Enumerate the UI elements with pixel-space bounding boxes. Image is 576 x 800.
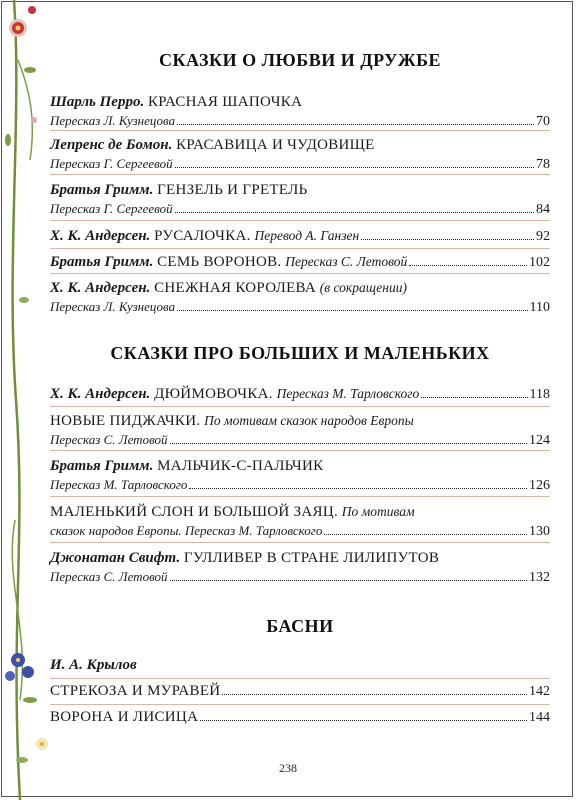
divider xyxy=(50,174,550,175)
entry-page: 70 xyxy=(536,114,550,129)
divider xyxy=(50,273,550,274)
entry-page: 130 xyxy=(529,524,550,539)
divider xyxy=(50,542,550,543)
entry-author: Джонатан Свифт. xyxy=(50,550,181,566)
entry-author: Х. К. Андерсен. xyxy=(50,228,151,244)
entry-title: ДЮЙМОВОЧКА. xyxy=(154,386,273,402)
entry-title: СТРЕКОЗА И МУРАВЕЙ xyxy=(50,683,221,699)
entry-author: Братья Гримм. xyxy=(50,182,154,198)
toc-entry[interactable] xyxy=(50,548,550,586)
entry-author: Братья Гримм. xyxy=(50,458,154,474)
entry-author: Х. К. Андерсен. xyxy=(50,280,151,296)
entry-title: ВОРОНА И ЛИСИЦА xyxy=(50,709,199,725)
entry-retelling: Пересказ Г. Сергеевой xyxy=(50,156,173,171)
entry-retelling: Пересказ М. Тарловского xyxy=(50,477,188,492)
divider xyxy=(50,450,550,451)
section-title-fables: БАСНИ xyxy=(266,616,334,636)
entry-page: 144 xyxy=(529,710,550,725)
blue-flower-icon xyxy=(5,653,34,681)
entry-title: МАЛЬЧИК-С-ПАЛЬЧИК xyxy=(157,458,324,474)
toc-entry[interactable] xyxy=(50,384,550,404)
entry-author: И. А. Крылов xyxy=(50,657,137,673)
toc-entry[interactable] xyxy=(50,92,550,130)
divider xyxy=(50,406,550,407)
entry-title: ГЕНЗЕЛЬ И ГРЕТЕЛЬ xyxy=(157,182,308,198)
entry-note: (в сокращении) xyxy=(319,280,407,295)
entry-note: По мотивам xyxy=(341,504,415,519)
entry-author: Шарль Перро. xyxy=(50,94,145,110)
toc-entry[interactable] xyxy=(50,135,550,173)
divider xyxy=(50,220,550,221)
entry-retelling: Пересказ С. Летовой xyxy=(50,569,168,584)
entry-page: 118 xyxy=(529,387,550,402)
divider xyxy=(50,496,550,497)
table-of-contents xyxy=(50,0,550,800)
toc-entry[interactable] xyxy=(50,180,550,218)
divider xyxy=(50,130,550,131)
toc-entry[interactable] xyxy=(50,502,550,540)
red-flower-icon xyxy=(9,19,27,37)
entry-page: 78 xyxy=(536,157,550,172)
divider xyxy=(50,248,550,249)
entry-page: 92 xyxy=(536,229,550,244)
entry-title: НОВЫЕ ПИДЖАЧКИ. xyxy=(50,413,201,429)
divider xyxy=(50,704,550,705)
entry-retelling: Пересказ Л. Кузнецова xyxy=(50,299,176,314)
entry-page: 84 xyxy=(536,202,550,217)
entry-title: РУСАЛОЧКА. xyxy=(154,228,251,244)
toc-entry[interactable] xyxy=(50,252,550,272)
entry-author: Х. К. Андерсен. xyxy=(50,386,151,402)
entry-title: ГУЛЛИВЕР В СТРАНЕ ЛИЛИПУТОВ xyxy=(183,550,440,566)
toc-entry[interactable] xyxy=(50,681,550,701)
entry-page: 132 xyxy=(529,570,550,585)
entry-note: По мотивам сказок народов Европы xyxy=(204,413,414,428)
toc-entry[interactable] xyxy=(50,411,550,449)
entry-title: КРАСНАЯ ШАПОЧКА xyxy=(147,94,303,110)
entry-retelling: сказок народов Европы. Пересказ М. Тарловского xyxy=(50,523,323,538)
fables-author-header xyxy=(50,655,550,675)
entry-note: Пересказ М. Тарловского xyxy=(276,386,420,401)
section-title-big-small: СКАЗКИ ПРО БОЛЬШИХ И МАЛЕНЬКИХ xyxy=(110,343,490,363)
toc-entry[interactable] xyxy=(50,226,550,246)
entry-page: 124 xyxy=(529,433,550,448)
toc-entry[interactable] xyxy=(50,278,550,316)
toc-entry[interactable] xyxy=(50,456,550,494)
entry-title: СНЕЖНАЯ КОРОЛЕВА xyxy=(154,280,317,296)
section-title-love-friendship: СКАЗКИ О ЛЮБВИ И ДРУЖБЕ xyxy=(158,50,442,70)
entry-retelling: Пересказ Г. Сергеевой xyxy=(50,201,173,216)
toc-entry[interactable] xyxy=(50,707,550,727)
entry-note: Перевод А. Ганзен xyxy=(254,228,360,243)
entry-author: Братья Гримм. xyxy=(50,254,154,270)
entry-page: 126 xyxy=(529,478,550,493)
entry-page: 142 xyxy=(529,684,550,699)
entry-title: КРАСАВИЦА И ЧУДОВИЩЕ xyxy=(176,137,375,153)
entry-title: МАЛЕНЬКИЙ СЛОН И БОЛЬШОЙ ЗАЯЦ. xyxy=(50,504,339,520)
page-number: 238 xyxy=(279,761,297,775)
entry-note: Пересказ С. Летовой xyxy=(285,254,408,269)
entry-retelling: Пересказ С. Летовой xyxy=(50,432,168,447)
entry-title: СЕМЬ ВОРОНОВ. xyxy=(157,254,282,270)
entry-author: Лепренс де Бомон. xyxy=(50,137,173,153)
divider xyxy=(50,678,550,679)
entry-page: 110 xyxy=(529,300,550,315)
entry-retelling: Пересказ Л. Кузнецова xyxy=(50,113,176,128)
entry-page: 102 xyxy=(529,255,550,270)
